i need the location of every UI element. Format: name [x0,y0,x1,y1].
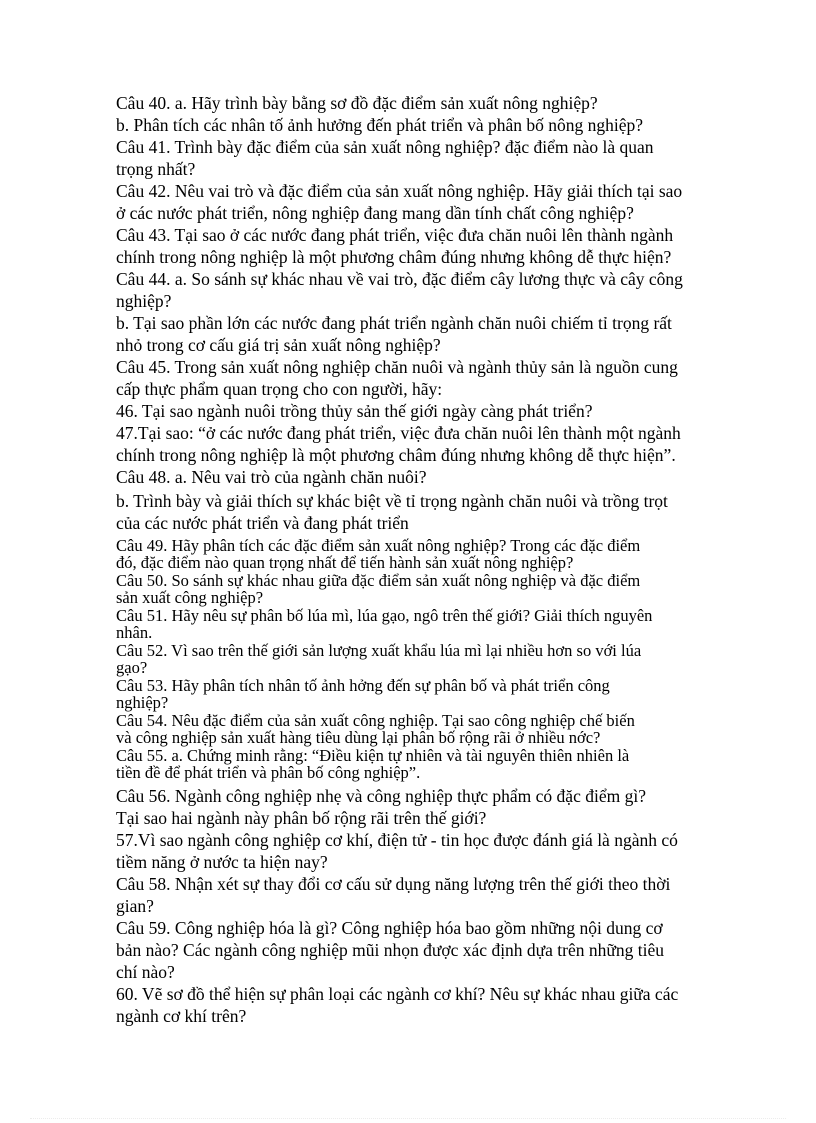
text-line: tiền đề để phát triển và phân bố công nghiệp”. [116,762,421,782]
text-line: Câu 48. a. Nêu vai trò của ngành chăn nuôi? [116,467,427,487]
text-line: Câu 53. Hãy phân tích nhân tố ảnh hởng đến sự phân bố và phát triển công [116,676,610,695]
text-line: Câu 43. Tại sao ở các nước đang phát triển, việc đưa chăn nuôi lên thành ngành [116,225,674,245]
text-line: đó, đặc điểm nào quan trọng nhất để tiến hành sản xuất nông nghiệp? [116,552,574,572]
text-line: của các nước phát triển và đang phát triển [116,513,409,533]
text-line: Câu 56. Ngành công nghiệp nhẹ và công nghiệp thực phẩm có đặc điểm gì? [116,786,646,806]
text-line: 47.Tại sao: “ở các nước đang phát triển, việc đưa chăn nuôi lên thành một ngành [116,423,681,443]
text-line: 60. Vẽ sơ đồ thể hiện sự phân loại các ngành cơ khí? Nêu sự khác nhau giữa các [116,984,679,1004]
text-line: Câu 51. Hãy nêu sự phân bố lúa mì, lúa gạo, ngô trên thế giới? Giải thích nguyên [116,606,653,625]
text-line: 46. Tại sao ngành nuôi trồng thủy sản thế giới ngày càng phát triển? [116,401,593,421]
text-line: Câu 59. Công nghiệp hóa là gì? Công nghiệp hóa bao gồm những nội dung cơ [116,918,663,938]
text-line: nhỏ trong cơ cấu giá trị sản xuất nông nghiệp? [116,335,441,355]
text-line: 57.Vì sao ngành công nghiệp cơ khí, điện tử - tin học được đánh giá là ngành có [116,830,678,850]
text-line: b. Trình bày và giải thích sự khác biệt về tỉ trọng ngành chăn nuôi và trồng trọt [116,491,668,511]
text-line: Câu 54. Nêu đặc điểm của sản xuất công nghiệp. Tại sao công nghiệp chế biến [116,711,635,730]
text-line: Câu 41. Trình bày đặc điểm của sản xuất nông nghiệp? đặc điểm nào là quan [116,137,654,157]
text-line: ở các nước phát triển, nông nghiệp đang mang dần tính chất công nghiệp? [116,203,634,223]
text-line: nhân. [116,622,153,642]
text-line: bản nào? Các ngành công nghiệp mũi nhọn được xác định dựa trên những tiêu [116,940,664,960]
text-line: trọng nhất? [116,159,196,179]
text-line: chính trong nông nghiệp là một phương châm đúng nhưng không dễ thực hiện”. [116,445,676,465]
text-line: Câu 42. Nêu vai trò và đặc điểm của sản xuất nông nghiệp. Hãy giải thích tại sao [116,181,683,201]
text-line: ngành cơ khí trên? [116,1006,247,1026]
text-line: và công nghiệp sản xuất hàng tiêu dùng lại phân bố rộng rãi ở nhiều nớc? [116,727,601,747]
text-line: nghiệp? [116,692,169,712]
text-line: b. Tại sao phần lớn các nước đang phát triển ngành chăn nuôi chiếm tỉ trọng rất [116,313,672,333]
text-line: Câu 40. a. Hãy trình bày bằng sơ đồ đặc điểm sản xuất nông nghiệp? [116,93,598,113]
text-line: sản xuất công nghiệp? [116,587,264,607]
text-line: Câu 44. a. So sánh sự khác nhau về vai trò, đặc điểm cây lương thực và cây công [116,269,683,289]
text-line: Câu 55. a. Chứng minh rằng: “Điều kiện tự nhiên và tài nguyên thiên nhiên là [116,746,630,765]
text-line: Câu 58. Nhận xét sự thay đổi cơ cấu sử dụng năng lượng trên thế giới theo thời [116,874,671,894]
text-line: b. Phân tích các nhân tố ảnh hưởng đến phát triển và phân bố nông nghiệp? [116,115,644,135]
text-line: chính trong nông nghiệp là một phương châm đúng nhưng không dễ thực hiện? [116,247,672,267]
text-line: Câu 45. Trong sản xuất nông nghiệp chăn nuôi và ngành thủy sản là nguồn cung [116,357,678,377]
text-line: Câu 50. So sánh sự khác nhau giữa đặc điểm sản xuất nông nghiệp và đặc điểm [116,571,641,590]
text-line: chí nào? [116,962,175,982]
text-line: gạo? [116,657,148,677]
text-line: Câu 52. Vì sao trên thế giới sản lượng xuất khẩu lúa mì lại nhiều hơn so với lúa [116,641,642,660]
text-line: cấp thực phẩm quan trọng cho con người, hãy: [116,379,443,399]
page-bottom-divider [30,1118,786,1119]
text-line: gian? [116,896,154,916]
text-line: Tại sao hai ngành này phân bố rộng rãi trên thế giới? [116,808,487,828]
text-line: Câu 49. Hãy phân tích các đặc điểm sản xuất nông nghiệp? Trong các đặc điểm [116,536,641,555]
text-line: tiềm năng ở nước ta hiện nay? [116,852,328,872]
text-line: nghiệp? [116,291,172,311]
document-page [116,92,740,1027]
